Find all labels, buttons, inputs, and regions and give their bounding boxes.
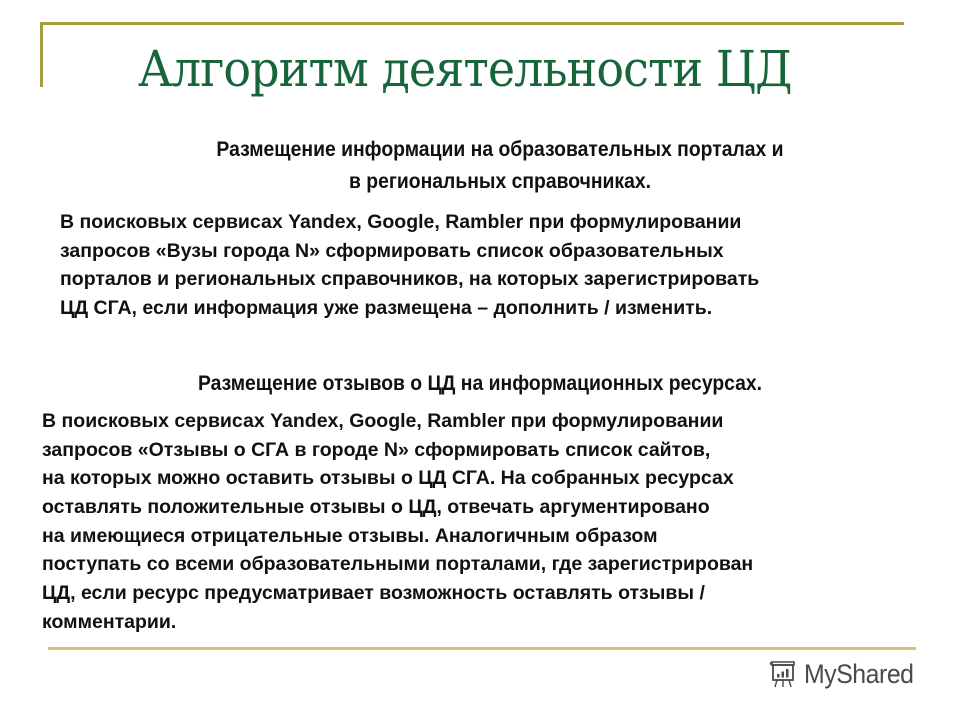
- top-rule-divider: [40, 22, 904, 25]
- presentation-chart-icon: [768, 659, 798, 689]
- section-2-body-line: В поисковых сервисах Yandex, Google, Rambler при формулировании: [42, 410, 724, 432]
- bottom-rule-divider: [48, 647, 916, 650]
- section-1-body: [60, 208, 759, 323]
- section-2-body-line: на имеющиеся отрицательные отзывы. Аналогичным образом: [42, 524, 658, 547]
- section-2-body-line: ЦД, если ресурс предусматривает возможность оставлять отзывы /: [42, 582, 705, 605]
- section-1-body-line: ЦД СГА, если информация уже размещена – дополнить / изменить.: [60, 297, 713, 320]
- section-2-body-line: на которых можно оставить отзывы о ЦД СГА. На собранных ресурсах: [42, 467, 734, 490]
- section-1-heading: [104, 133, 896, 197]
- section-1-heading-line: в региональных справочниках.: [348, 169, 652, 193]
- section-2-body-line: поступать со всеми образовательными порталами, где зарегистрирован: [42, 553, 754, 576]
- myshared-watermark: [768, 657, 923, 691]
- section-1-body-line: запросов «Вузы города N» сформировать список образовательных: [60, 239, 724, 262]
- section-1-heading-line: Размещение информации на образовательных порталах и: [216, 137, 784, 161]
- section-2-body-line: запросов «Отзывы о СГА в городе N» сформировать список сайтов,: [42, 438, 711, 461]
- left-rule-divider: [40, 22, 43, 87]
- section-2-body-line: комментарии.: [42, 610, 177, 633]
- section-2-body: [42, 407, 753, 637]
- section-2-heading-line: Размещение отзывов о ЦД на информационных ресурсах.: [197, 371, 763, 395]
- watermark-text: MyShared: [804, 658, 914, 689]
- section-2-body-line: оставлять положительные отзывы о ЦД, отвечать аргументировано: [42, 496, 710, 519]
- section-2-heading: [84, 367, 876, 399]
- section-1-body-line: В поисковых сервисах Yandex, Google, Rambler при формулировании: [60, 211, 742, 233]
- slide-title: Алгоритм деятельности ЦД: [138, 40, 792, 98]
- section-1-body-line: порталов и региональных справочников, на которых зарегистрировать: [60, 268, 760, 291]
